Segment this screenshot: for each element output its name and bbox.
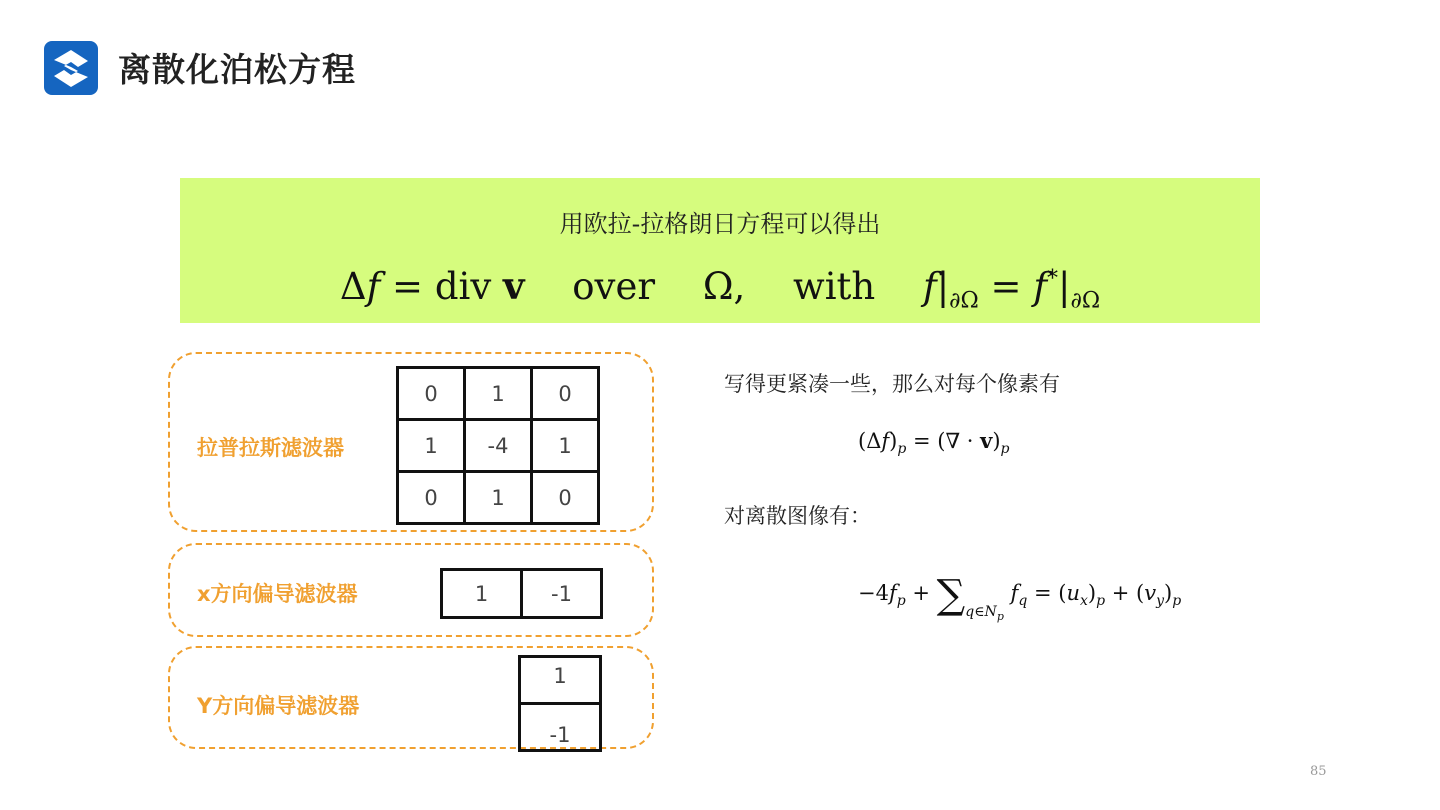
y-derivative-kernel — [518, 655, 602, 752]
y-derivative-filter-label: Y方向偏导滤波器 — [197, 694, 360, 718]
formula-lhs: Δf = div v — [339, 264, 525, 308]
kernel-cell: 0 — [398, 368, 465, 420]
kernel-cell: -1 — [520, 704, 601, 751]
kernel-cell: 1 — [532, 420, 599, 472]
page-title: 离散化泊松方程 — [118, 50, 356, 89]
kernel-cell: 0 — [532, 472, 599, 524]
kernel-cell: 0 — [398, 472, 465, 524]
kernel-row — [442, 570, 602, 618]
kernel-cell: 1 — [465, 472, 532, 524]
kernel-cell: 1 — [465, 368, 532, 420]
kernel-row — [520, 704, 601, 751]
kernel-row — [398, 420, 599, 472]
formula-with: with — [793, 265, 876, 308]
logo — [44, 41, 98, 95]
kernel-cell: 0 — [532, 368, 599, 420]
logo-s-icon — [44, 41, 98, 95]
formula-domain: Ω, — [702, 265, 746, 308]
discrete-text: 对离散图像有： — [724, 504, 871, 528]
formula-boundary: $f|_{\partial\Omega} = f^*|_{\partial\Omega}$ — [923, 265, 1101, 314]
discrete-equation: $-4f_p + \sum_{q\in N_p}$ $f_q = (u_x)_p + (v_y)_p$ — [858, 572, 1182, 623]
banner-caption: 用欧拉-拉格朗日方程可以得出 — [559, 210, 881, 238]
x-derivative-filter-label: x方向偏导滤波器 — [197, 582, 358, 606]
page-number: 85 — [1310, 764, 1327, 779]
compact-text: 写得更紧凑一些，那么对每个像素有 — [724, 372, 1060, 396]
poisson-equation — [180, 264, 1260, 313]
kernel-row — [520, 657, 601, 704]
laplacian-filter-label: 拉普拉斯滤波器 — [197, 436, 344, 460]
x-derivative-kernel — [440, 568, 603, 619]
kernel-row — [398, 472, 599, 524]
per-pixel-equation: $(\Delta f)_p$ = (∇ · $v)_p$ — [858, 428, 1010, 458]
kernel-cell: -4 — [465, 420, 532, 472]
kernel-cell: 1 — [398, 420, 465, 472]
laplacian-kernel — [396, 366, 600, 525]
formula-over: over — [572, 265, 656, 308]
formula-banner — [180, 178, 1260, 323]
kernel-cell: -1 — [522, 570, 602, 618]
kernel-cell: 1 — [520, 657, 601, 704]
kernel-row — [398, 368, 599, 420]
kernel-cell: 1 — [442, 570, 522, 618]
